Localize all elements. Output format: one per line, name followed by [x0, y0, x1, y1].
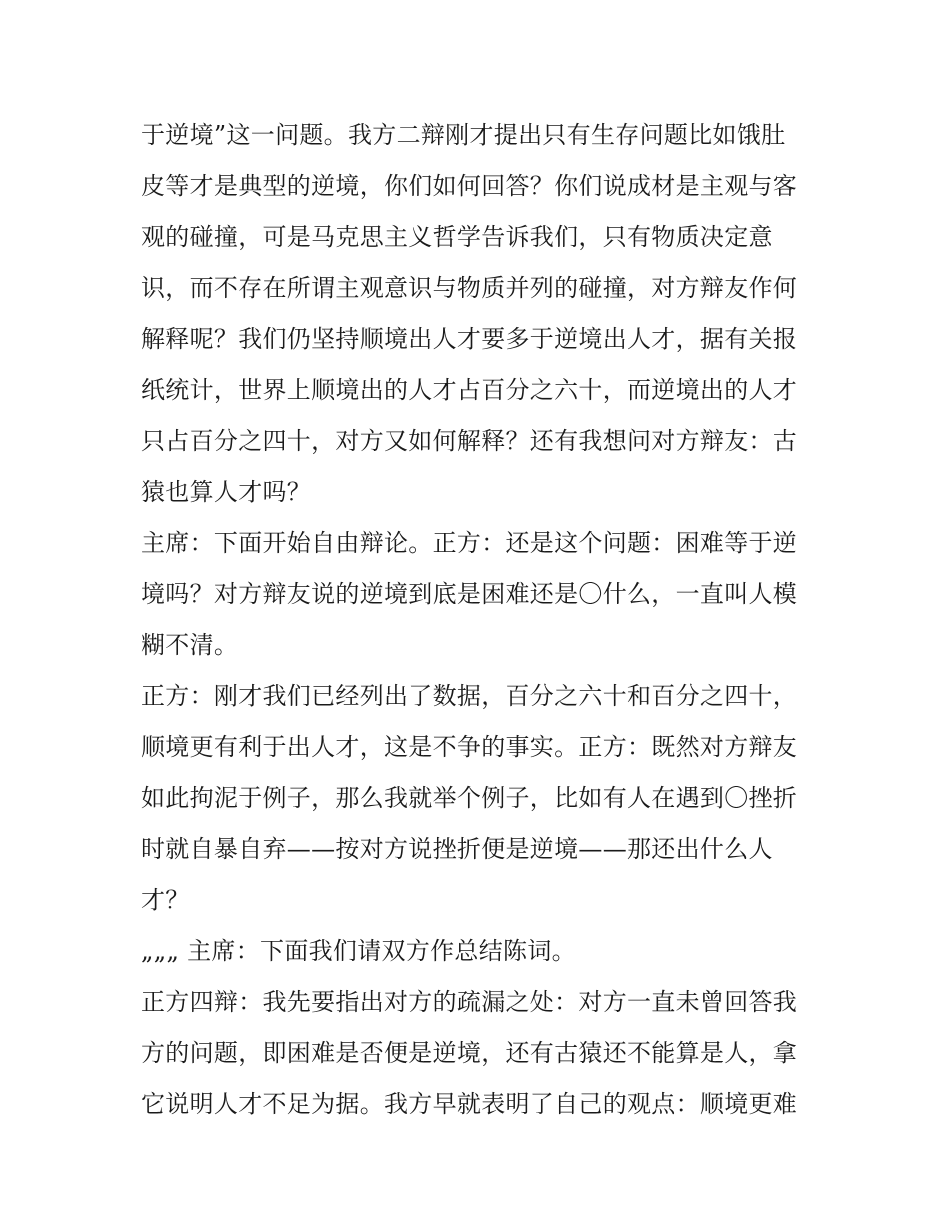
text-line: 于逆境”这一问题。我方二辩刚才提出只有生存问题比如饿肚 — [141, 121, 786, 149]
text-line: 糊不清。 — [141, 631, 239, 659]
text-line: 它说明人才不足为据。我方早就表明了自己的观点：顺境更难 — [141, 1090, 798, 1118]
text-line: 皮等才是典型的逆境，你们如何回答？你们说成材是主观与客 — [141, 172, 798, 200]
text-line: 顺境更有利于出人才，这是不争的事实。正方：既然对方辩友 — [141, 733, 798, 761]
text-line: 才？ — [141, 886, 190, 914]
text-line: 时就自暴自弃——按对方说挫折便是逆境——那还出什么人 — [141, 835, 773, 863]
debate-transcript-text — [141, 110, 816, 1130]
text-line: 正方：刚才我们已经列出了数据，百分之六十和百分之四十， — [141, 682, 798, 710]
text-line: 主席：下面开始自由辩论。正方：还是这个问题：困难等于逆 — [141, 529, 798, 557]
text-line: 只占百分之四十，对方又如何解释？还有我想问对方辩友：古 — [141, 427, 798, 455]
text-line: 境吗？对方辩友说的逆境到底是困难还是〇什么，一直叫人模 — [141, 580, 798, 608]
text-line: 如此拘泥于例子，那么我就举个例子，比如有人在遇到〇挫折 — [141, 784, 798, 812]
text-line: 正方四辩：我先要指出对方的疏漏之处：对方一直未曾回答我 — [141, 988, 798, 1016]
text-line: 解释呢？我们仍坚持顺境出人才要多于逆境出人才，据有关报 — [141, 325, 798, 353]
text-line: 观的碰撞，可是马克思主义哲学告诉我们，只有物质决定意 — [141, 223, 773, 251]
text-line: 猿也算人才吗？ — [141, 478, 312, 506]
text-line: „„„ 主席：下面我们请双方作总结陈词。 — [141, 937, 576, 965]
text-line: 方的问题，即困难是否便是逆境，还有古猿还不能算是人，拿 — [141, 1039, 798, 1067]
text-line: 识，而不存在所谓主观意识与物质并列的碰撞，对方辩友作何 — [141, 274, 798, 302]
text-line: 纸统计，世界上顺境出的人才占百分之六十，而逆境出的人才 — [141, 376, 798, 404]
